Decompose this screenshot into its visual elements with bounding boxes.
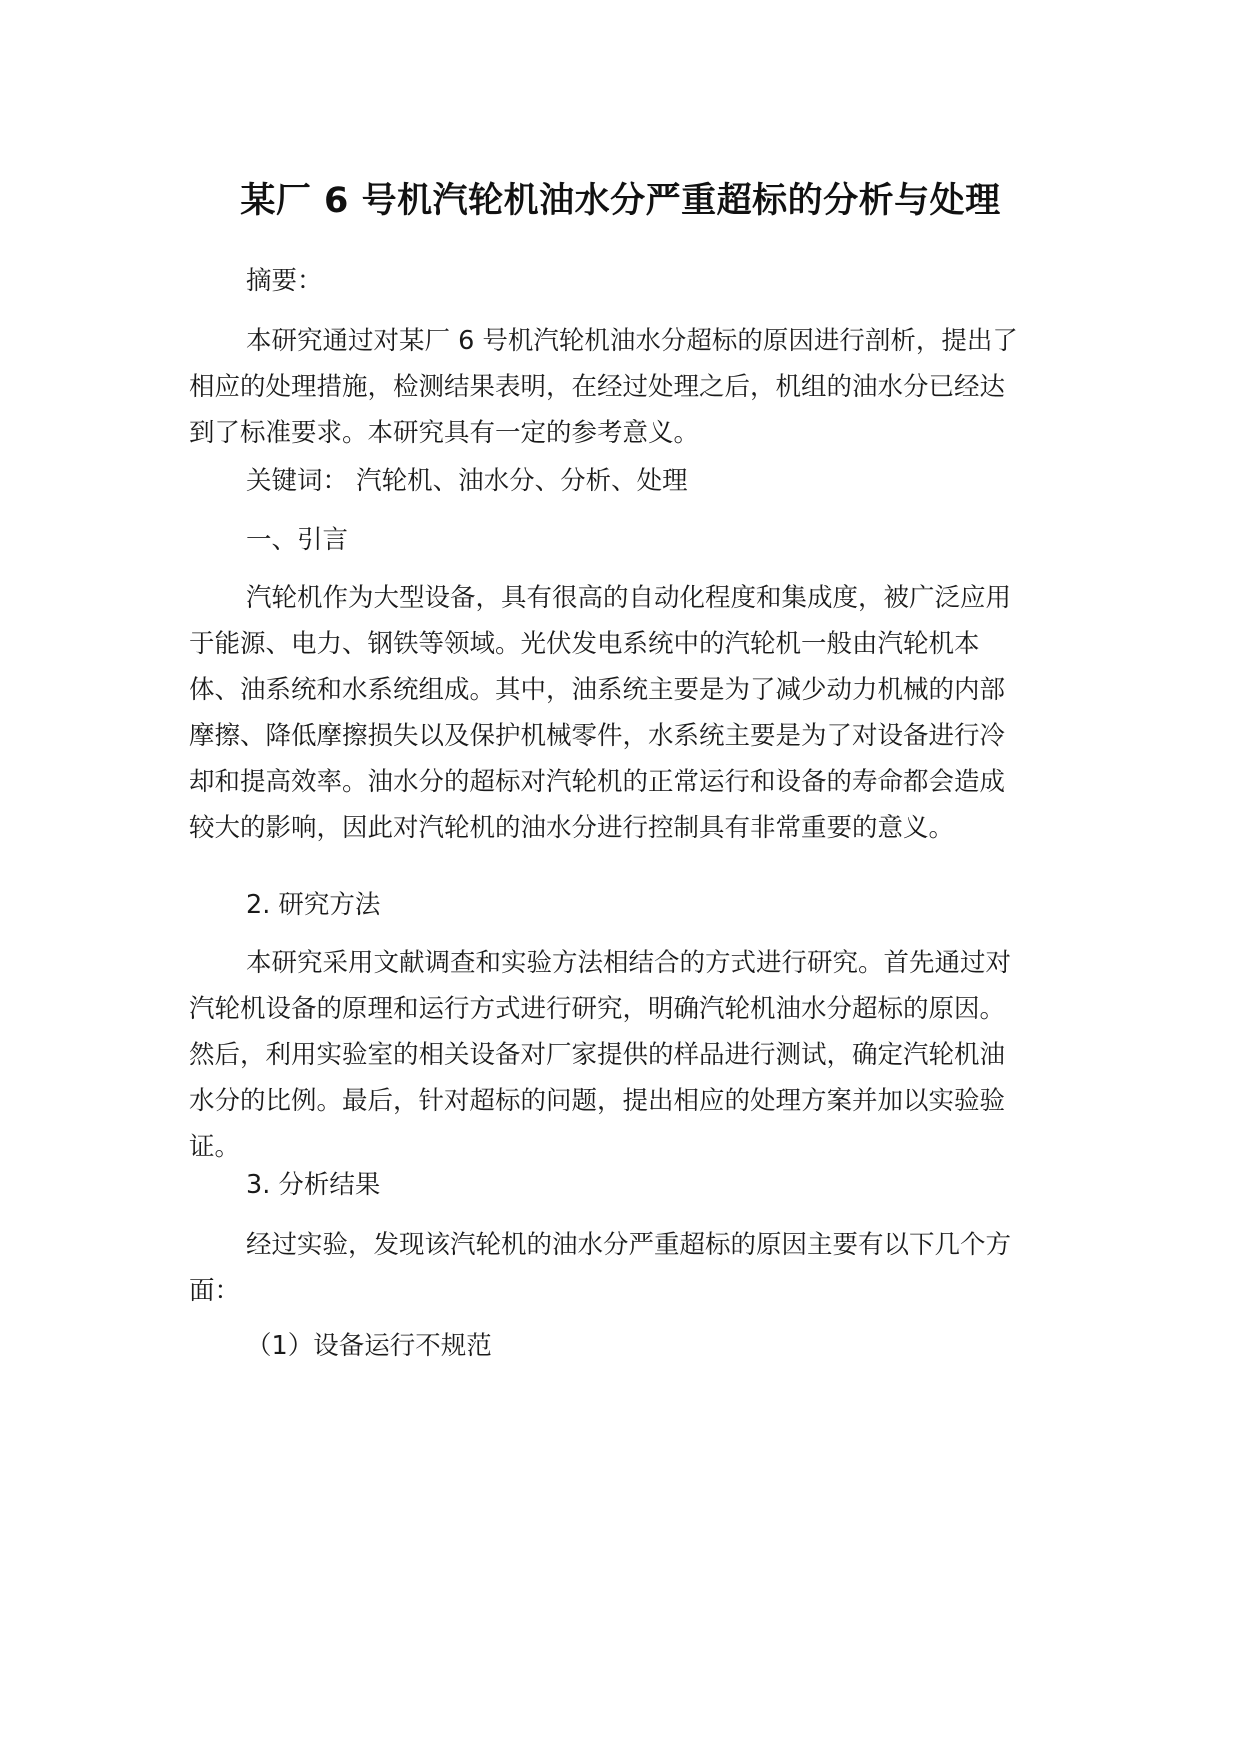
introduction-paragraph (189, 575, 1029, 865)
document-title: 某厂 6 号机汽轮机油水分严重超标的分析与处理 (240, 181, 1001, 221)
abstract-label: 摘要： (246, 266, 323, 296)
abstract-text: 本研究通过对某厂 6 号机汽轮机油水分超标的原因进行剖析，提出了相应的处理措施，检测结果表明，在经过处理之后，机组的油水分已经达到了标准要求。本研究具有一定的参考意义。 (189, 326, 1018, 448)
methods-paragraph (189, 940, 1029, 1162)
introduction-text: 汽轮机作为大型设备，具有很高的自动化程度和集成度，被广泛应用于能源、电力、钢铁等领域。光伏发电系统中的汽轮机一般由汽轮机本体、油系统和水系统组成。其中，油系统主要是为了减少动力机械的内部摩擦、降低摩擦损失以及保护机械零件，水系统主要是为了对设备进行冷却和提高效率。油水分的超标对汽轮机的正常运行和设备的寿命都会造成较大的影响，因此对汽轮机的油水分进行控制具有非常重要的意义。 (189, 583, 1012, 843)
results-text: 经过实验，发现该汽轮机的油水分严重超标的原因主要有以下几个方面： (189, 1230, 1012, 1306)
methods-text: 本研究采用文献调查和实验方法相结合的方式进行研究。首先通过对汽轮机设备的原理和运行方式进行研究，明确汽轮机油水分超标的原因。然后，利用实验室的相关设备对厂家提供的样品进行测试，确定汽轮机油水分的比例。最后，针对超标的问题，提出相应的处理方案并加以实验验证。 (189, 948, 1012, 1162)
results-paragraph (189, 1222, 1029, 1314)
keywords-line: 关键词： 汽轮机、油水分、分析、处理 (246, 466, 688, 496)
section-heading-results: 3. 分析结果 (246, 1170, 381, 1200)
section-heading-methods: 2. 研究方法 (246, 890, 381, 920)
results-item-1-heading: （1）设备运行不规范 (246, 1331, 492, 1361)
section-heading-introduction: 一、引言 (246, 525, 349, 555)
abstract-paragraph (189, 318, 1029, 458)
